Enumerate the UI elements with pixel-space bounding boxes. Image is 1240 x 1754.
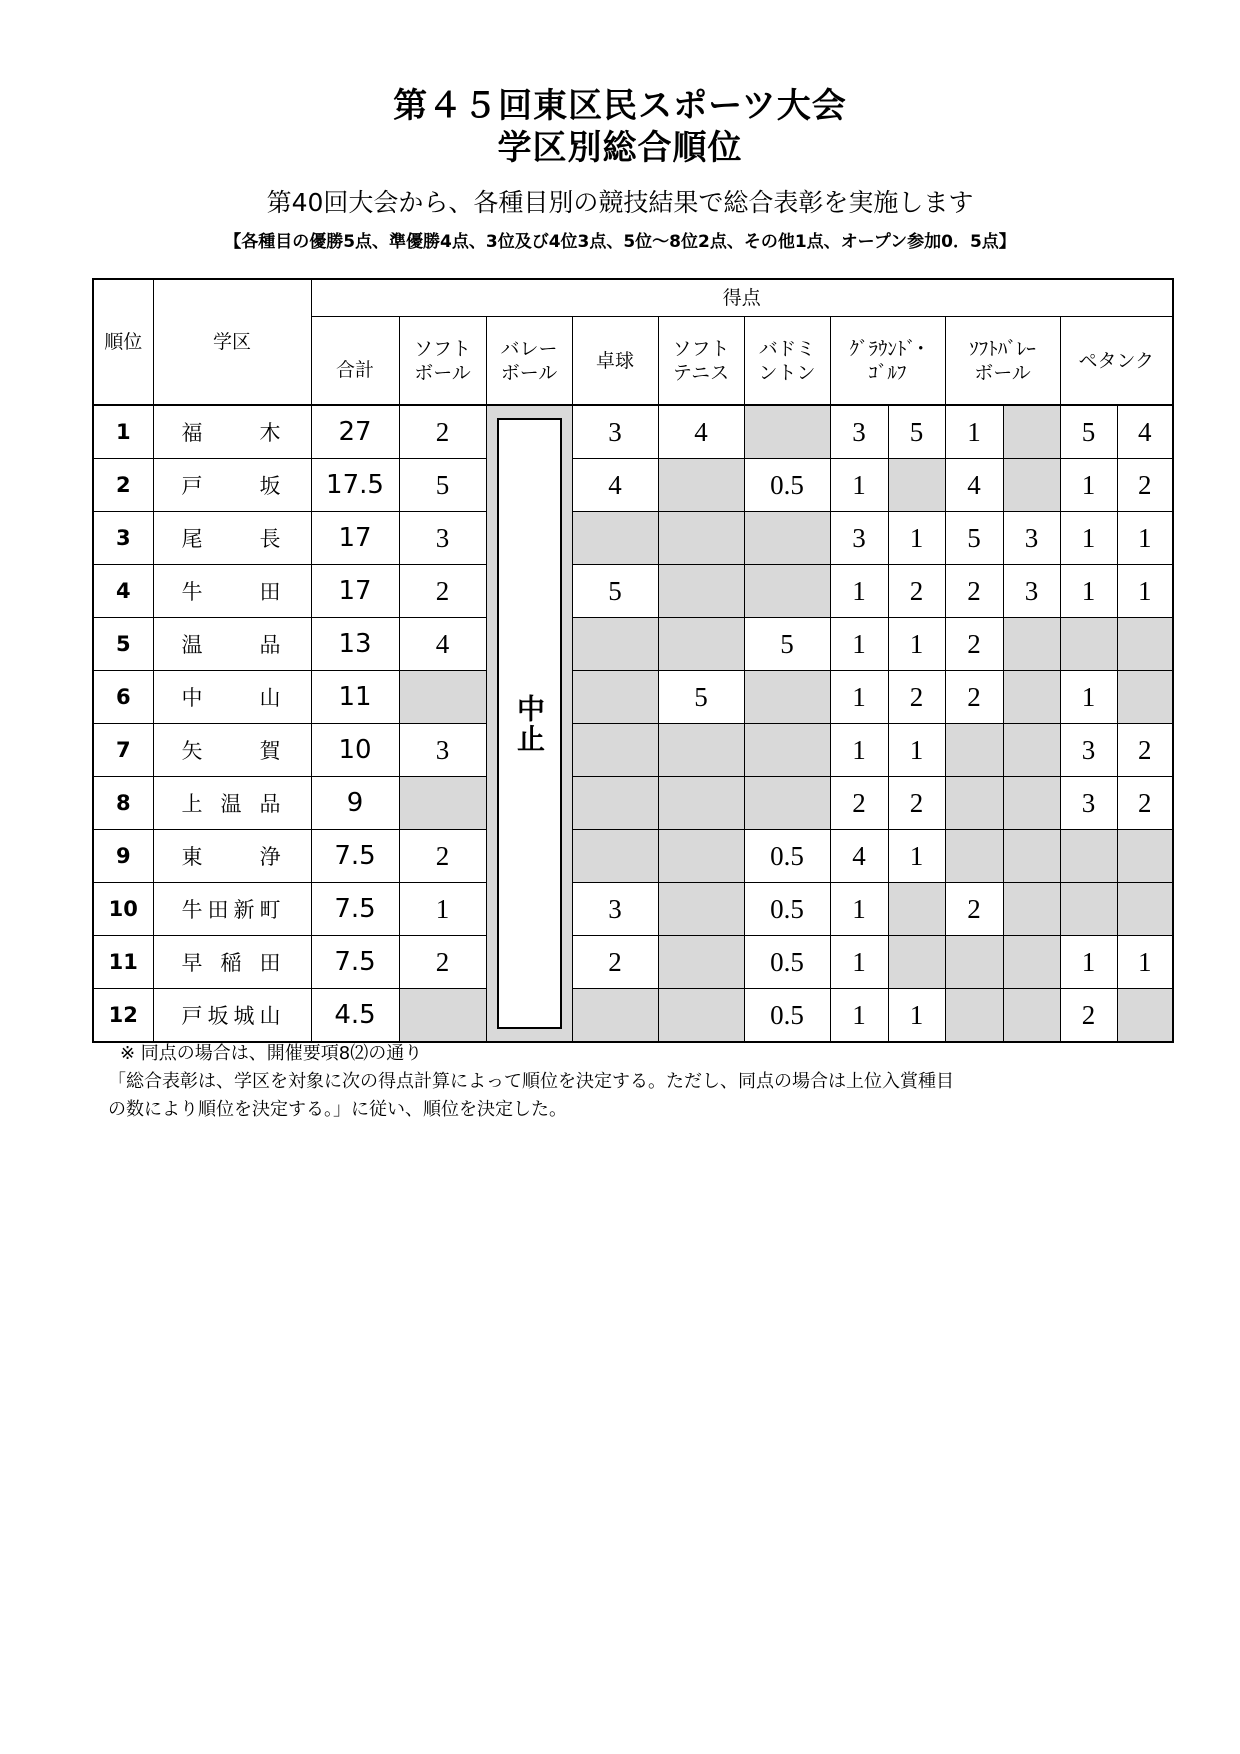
- table-row: [93, 936, 1173, 989]
- score-cell-sv1: [945, 936, 1003, 989]
- score-cell-badminton: 0.5: [744, 989, 830, 1043]
- header-ground-golf: ｸﾞﾗｳﾝﾄﾞ･ ｺﾞﾙﾌ: [830, 317, 945, 406]
- score-cell-soft-tennis: 4: [658, 405, 744, 459]
- district-cell: 牛田新町: [153, 883, 311, 936]
- score-cell-softball: 1: [399, 883, 486, 936]
- score-cell-sv2: [1003, 830, 1060, 883]
- score-cell-softball: [399, 671, 486, 724]
- footnote-quote-line2: の数により順位を決定する。」に従い、順位を決定した。: [108, 1099, 567, 1120]
- score-cell-softball: [399, 989, 486, 1043]
- score-cell-sv2: 3: [1003, 512, 1060, 565]
- table-row: [93, 777, 1173, 830]
- total-cell: 11: [311, 671, 399, 724]
- score-cell-gg1: 1: [830, 671, 888, 724]
- score-cell-soft-tennis: [658, 883, 744, 936]
- score-cell-gg2: 1: [888, 724, 945, 777]
- total-cell: 17: [311, 565, 399, 618]
- score-cell-softball: 4: [399, 618, 486, 671]
- total-cell: 9: [311, 777, 399, 830]
- description: 第40回大会から、各種目別の競技結果で総合表彰を実施します: [266, 188, 974, 217]
- total-cell: 7.5: [311, 883, 399, 936]
- rank-cell: 6: [93, 671, 153, 724]
- total-cell: 17.5: [311, 459, 399, 512]
- score-cell-table-tennis: [572, 989, 658, 1043]
- rank-cell: 7: [93, 724, 153, 777]
- table-row: [93, 883, 1173, 936]
- score-cell-sv1: [945, 989, 1003, 1043]
- score-cell-sv1: [945, 830, 1003, 883]
- score-cell-badminton: 0.5: [744, 830, 830, 883]
- volleyball-column: [486, 405, 572, 1042]
- score-cell-pt2: 2: [1117, 724, 1173, 777]
- score-cell-badminton: 0.5: [744, 883, 830, 936]
- score-cell-pt1: 5: [1060, 405, 1117, 459]
- score-cell-gg2: [888, 459, 945, 512]
- rank-cell: 2: [93, 459, 153, 512]
- district-cell: 戸坂城山: [153, 989, 311, 1043]
- score-cell-soft-tennis: [658, 724, 744, 777]
- score-cell-sv2: [1003, 989, 1060, 1043]
- footnote-quote-line1: 「総合表彰は、学区を対象に次の得点計算によって順位を決定する。ただし、同点の場合は上位入賞種目: [108, 1071, 954, 1092]
- header-rank: 順位: [93, 279, 153, 405]
- district-cell: 矢賀: [153, 724, 311, 777]
- rank-cell: 5: [93, 618, 153, 671]
- score-cell-sv2: [1003, 405, 1060, 459]
- score-cell-table-tennis: 5: [572, 565, 658, 618]
- score-cell-gg1: 1: [830, 936, 888, 989]
- score-cell-pt1: 2: [1060, 989, 1117, 1043]
- score-cell-table-tennis: [572, 618, 658, 671]
- score-cell-pt2: [1117, 618, 1173, 671]
- score-cell-pt2: [1117, 989, 1173, 1043]
- score-cell-soft-tennis: [658, 830, 744, 883]
- score-cell-sv2: [1003, 671, 1060, 724]
- rank-cell: 12: [93, 989, 153, 1043]
- score-cell-table-tennis: 2: [572, 936, 658, 989]
- score-cell-gg2: 2: [888, 565, 945, 618]
- score-cell-badminton: 0.5: [744, 936, 830, 989]
- score-cell-sv2: [1003, 724, 1060, 777]
- total-cell: 10: [311, 724, 399, 777]
- score-cell-soft-tennis: [658, 989, 744, 1043]
- score-cell-softball: 3: [399, 512, 486, 565]
- score-cell-sv1: [945, 724, 1003, 777]
- score-cell-sv2: [1003, 777, 1060, 830]
- score-cell-pt2: 1: [1117, 936, 1173, 989]
- district-cell: 温品: [153, 618, 311, 671]
- header-points: 得点: [311, 279, 1173, 317]
- table-row: [93, 724, 1173, 777]
- score-cell-gg1: 2: [830, 777, 888, 830]
- district-cell: 牛田: [153, 565, 311, 618]
- district-cell: 中山: [153, 671, 311, 724]
- score-cell-softball: 5: [399, 459, 486, 512]
- rank-cell: 9: [93, 830, 153, 883]
- total-cell: 7.5: [311, 830, 399, 883]
- page-subtitle-heading: 学区別総合順位: [497, 128, 743, 168]
- header-softball: ソフト ボール: [399, 317, 486, 406]
- district-cell: 尾長: [153, 512, 311, 565]
- score-cell-badminton: [744, 405, 830, 459]
- score-cell-pt1: 1: [1060, 459, 1117, 512]
- rank-cell: 3: [93, 512, 153, 565]
- score-cell-sv1: 2: [945, 565, 1003, 618]
- score-cell-gg1: 1: [830, 565, 888, 618]
- score-cell-soft-tennis: [658, 459, 744, 512]
- score-cell-table-tennis: [572, 512, 658, 565]
- table-row: [93, 830, 1173, 883]
- score-cell-softball: 2: [399, 830, 486, 883]
- score-cell-sv1: 1: [945, 405, 1003, 459]
- score-cell-badminton: [744, 565, 830, 618]
- score-cell-gg1: 1: [830, 459, 888, 512]
- score-cell-soft-tennis: [658, 618, 744, 671]
- score-cell-pt2: 4: [1117, 405, 1173, 459]
- score-cell-gg1: 4: [830, 830, 888, 883]
- header-soft-tennis: ソフト テニス: [658, 317, 744, 406]
- score-cell-pt2: [1117, 883, 1173, 936]
- score-cell-sv1: 4: [945, 459, 1003, 512]
- score-cell-badminton: [744, 512, 830, 565]
- score-cell-gg1: 3: [830, 512, 888, 565]
- total-cell: 27: [311, 405, 399, 459]
- score-cell-gg1: 1: [830, 989, 888, 1043]
- score-cell-pt1: [1060, 618, 1117, 671]
- score-cell-pt2: [1117, 671, 1173, 724]
- score-cell-gg1: 1: [830, 724, 888, 777]
- score-cell-soft-tennis: 5: [658, 671, 744, 724]
- score-cell-softball: 2: [399, 405, 486, 459]
- score-cell-sv2: [1003, 618, 1060, 671]
- table-row: [93, 989, 1173, 1043]
- score-cell-soft-tennis: [658, 936, 744, 989]
- score-cell-pt2: 2: [1117, 459, 1173, 512]
- cancelled-box: [497, 418, 562, 1029]
- score-cell-table-tennis: [572, 724, 658, 777]
- rank-cell: 8: [93, 777, 153, 830]
- score-cell-soft-tennis: [658, 512, 744, 565]
- table-row: [93, 671, 1173, 724]
- score-cell-sv1: [945, 777, 1003, 830]
- score-cell-softball: 3: [399, 724, 486, 777]
- score-cell-gg1: 1: [830, 618, 888, 671]
- table-row: [93, 405, 1173, 459]
- score-cell-pt1: [1060, 883, 1117, 936]
- total-cell: 17: [311, 512, 399, 565]
- results-table: [92, 278, 1174, 1043]
- score-cell-table-tennis: [572, 777, 658, 830]
- score-cell-sv1: 2: [945, 671, 1003, 724]
- score-cell-soft-tennis: [658, 565, 744, 618]
- header-volleyball: バレー ボール: [486, 317, 572, 406]
- score-cell-table-tennis: [572, 671, 658, 724]
- header-district: 学区: [153, 279, 311, 405]
- score-cell-pt1: 1: [1060, 936, 1117, 989]
- table-row: [93, 618, 1173, 671]
- score-cell-table-tennis: 4: [572, 459, 658, 512]
- header-petanque: ペタンク: [1060, 317, 1173, 406]
- district-cell: 東浄: [153, 830, 311, 883]
- score-cell-softball: [399, 777, 486, 830]
- score-cell-pt1: 3: [1060, 777, 1117, 830]
- score-cell-pt2: 1: [1117, 512, 1173, 565]
- footnote-tie-rule: ※ 同点の場合は、開催要項8⑵の通り: [120, 1043, 423, 1064]
- score-cell-pt2: [1117, 830, 1173, 883]
- score-cell-sv2: [1003, 936, 1060, 989]
- score-cell-badminton: [744, 724, 830, 777]
- rank-cell: 1: [93, 405, 153, 459]
- score-cell-gg1: 1: [830, 883, 888, 936]
- score-cell-sv2: 3: [1003, 565, 1060, 618]
- district-cell: 福木: [153, 405, 311, 459]
- score-cell-badminton: [744, 671, 830, 724]
- total-cell: 4.5: [311, 989, 399, 1043]
- district-cell: 上温品: [153, 777, 311, 830]
- score-cell-gg2: 1: [888, 830, 945, 883]
- table-row: [93, 459, 1173, 512]
- score-cell-sv1: 2: [945, 883, 1003, 936]
- score-cell-softball: 2: [399, 565, 486, 618]
- score-cell-gg2: [888, 936, 945, 989]
- table-row: [93, 565, 1173, 618]
- score-cell-pt2: 1: [1117, 565, 1173, 618]
- score-cell-pt2: 2: [1117, 777, 1173, 830]
- score-cell-gg2: 2: [888, 777, 945, 830]
- score-cell-soft-tennis: [658, 777, 744, 830]
- score-cell-table-tennis: [572, 830, 658, 883]
- score-cell-sv2: [1003, 459, 1060, 512]
- score-cell-gg2: 1: [888, 618, 945, 671]
- score-cell-sv1: 5: [945, 512, 1003, 565]
- score-cell-pt1: 1: [1060, 671, 1117, 724]
- score-cell-gg2: 1: [888, 512, 945, 565]
- score-cell-badminton: 0.5: [744, 459, 830, 512]
- header-table-tennis: 卓球: [572, 317, 658, 406]
- score-cell-table-tennis: 3: [572, 883, 658, 936]
- total-cell: 13: [311, 618, 399, 671]
- score-cell-pt1: 3: [1060, 724, 1117, 777]
- score-cell-pt1: 1: [1060, 512, 1117, 565]
- cancelled-label: 中止: [513, 693, 546, 754]
- score-cell-pt1: 1: [1060, 565, 1117, 618]
- score-cell-pt1: [1060, 830, 1117, 883]
- rank-cell: 10: [93, 883, 153, 936]
- district-cell: 戸坂: [153, 459, 311, 512]
- page-title: 第４５回東区民スポーツ大会: [393, 86, 847, 126]
- rank-cell: 4: [93, 565, 153, 618]
- score-cell-table-tennis: 3: [572, 405, 658, 459]
- score-cell-sv1: 2: [945, 618, 1003, 671]
- score-cell-badminton: [744, 777, 830, 830]
- score-cell-softball: 2: [399, 936, 486, 989]
- score-cell-badminton: 5: [744, 618, 830, 671]
- score-cell-sv2: [1003, 883, 1060, 936]
- score-cell-gg1: 3: [830, 405, 888, 459]
- rank-cell: 11: [93, 936, 153, 989]
- table-row: [93, 512, 1173, 565]
- scoring-note: 【各種目の優勝5点、準優勝4点、3位及び4位3点、5位～8位2点、その他1点、オープン参加0．5点】: [224, 232, 1016, 252]
- header-total: 合計: [311, 317, 399, 406]
- score-cell-gg2: 5: [888, 405, 945, 459]
- district-cell: 早稲田: [153, 936, 311, 989]
- total-cell: 7.5: [311, 936, 399, 989]
- header-soft-volleyball: ｿﾌﾄﾊﾞﾚｰ ボール: [945, 317, 1060, 406]
- score-cell-gg2: [888, 883, 945, 936]
- header-badminton: バドミ ントン: [744, 317, 830, 406]
- score-cell-gg2: 2: [888, 671, 945, 724]
- score-cell-gg2: 1: [888, 989, 945, 1043]
